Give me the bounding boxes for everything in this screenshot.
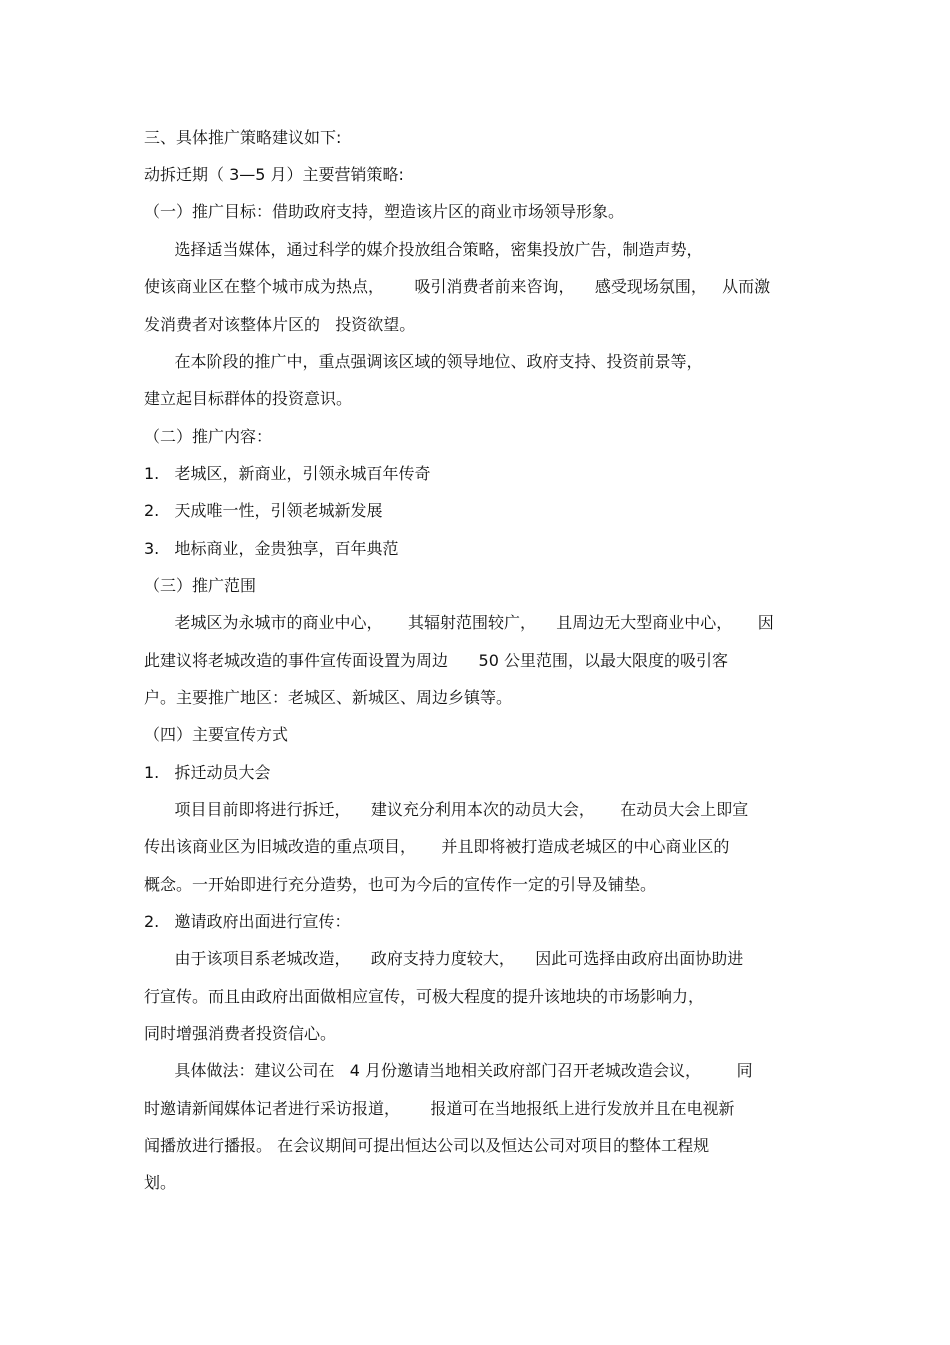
list-item: 1. 拆迁动员大会 (144, 763, 271, 782)
paragraph-line: 建立起目标群体的投资意识。 (144, 389, 353, 408)
paragraph-line: 传出该商业区为旧城改造的重点项目， 并且即将被打造成老城区的中心商业区的 (144, 837, 730, 856)
list-item: 2. 天成唯一性，引领老城新发展 (144, 501, 383, 520)
paragraph-line: 闻播放进行播报。 在会议期间可提出恒达公司以及恒达公司对项目的整体工程规 (144, 1136, 710, 1155)
paragraph-line: 项目目前即将进行拆迁， 建议充分利用本次的动员大会， 在动员大会上即宣 (144, 800, 749, 819)
section-heading: 三、具体推广策略建议如下: (144, 128, 342, 147)
paragraph-line: 行宣传。而且由政府出面做相应宣传，可极大程度的提升该地块的市场影响力， (144, 987, 705, 1006)
paragraph-line: 时邀请新闻媒体记者进行采访报道， 报道可在当地报纸上进行发放并且在电视新 (144, 1099, 735, 1118)
subheading-methods: （四）主要宣传方式 (144, 725, 289, 744)
paragraph-line: 由于该项目系老城改造， 政府支持力度较大， 因此可选择由政府出面协助进 (144, 949, 744, 968)
list-item: 2. 邀请政府出面进行宣传： (144, 912, 351, 931)
paragraph-line: 使该商业区在整个城市成为热点， 吸引消费者前来咨询， 感受现场氛围， 从而激 (144, 277, 771, 296)
subheading-scope: （三）推广范围 (144, 576, 257, 595)
paragraph-line: 此建议将老城改造的事件宣传面设置为周边 50 公里范围，以最大限度的吸引客 (144, 651, 728, 670)
paragraph-line: 同时增强消费者投资信心。 (144, 1024, 337, 1043)
subheading-goal: （一）推广目标：借助政府支持，塑造该片区的商业市场领导形象。 (144, 202, 625, 221)
list-item: 1. 老城区，新商业，引领永城百年传奇 (144, 464, 431, 483)
phase-heading: 动拆迁期（ 3—5 月）主要营销策略: (144, 165, 404, 184)
list-item: 3. 地标商业，金贵独享，百年典范 (144, 539, 399, 558)
paragraph-line: 户。主要推广地区：老城区、新城区、周边乡镇等。 (144, 688, 513, 707)
paragraph-line: 在本阶段的推广中，重点强调该区域的领导地位、政府支持、投资前景等， (144, 352, 703, 371)
paragraph-line: 概念。一开始即进行充分造势，也可为今后的宣传作一定的引导及铺垫。 (144, 875, 657, 894)
paragraph-line: 划。 (144, 1173, 177, 1192)
paragraph-line: 老城区为永城市的商业中心， 其辐射范围较广， 且周边无大型商业中心， 因 (144, 613, 774, 632)
paragraph-line: 选择适当媒体，通过科学的媒介投放组合策略，密集投放广告，制造声势， (144, 240, 703, 259)
paragraph-line: 具体做法：建议公司在 4 月份邀请当地相关政府部门召开老城改造会议， 同 (144, 1061, 753, 1080)
paragraph-line: 发消费者对该整体片区的 投资欲望。 (144, 315, 416, 334)
subheading-content: （二）推广内容： (144, 427, 273, 446)
